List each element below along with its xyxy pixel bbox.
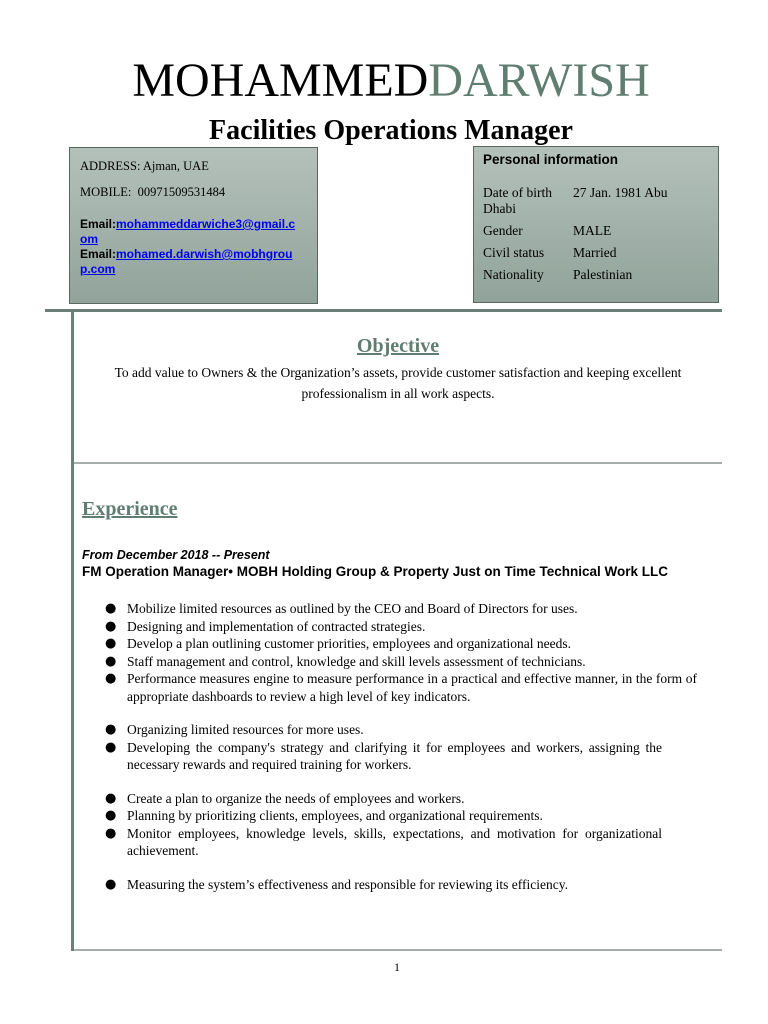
- objective-text: To add value to Owners & the Organization’s assets, provide customer satisfaction and keeping excellent professionalism in all work aspects.: [114, 365, 682, 401]
- pi-row-date-of-birth: [483, 185, 698, 217]
- email-line-1: [80, 217, 298, 247]
- pi-value: Married: [573, 245, 617, 260]
- job-period: From December 2018 -- Present: [82, 548, 270, 562]
- last-name: DARWISH: [428, 54, 650, 107]
- list-item: [105, 807, 662, 825]
- pi-value: 27 Jan. 1981 Abu Dhabi: [483, 185, 668, 216]
- email-label: Email:: [80, 217, 117, 231]
- pi-label: Civil status: [483, 245, 545, 260]
- list-item-text: Monitor employees, knowledge levels, skills, expectations, and motivation for organizational achievement.: [127, 825, 662, 858]
- pi-label: Date of birth: [483, 185, 552, 200]
- duty-group: [105, 721, 662, 774]
- duty-group: [105, 876, 697, 894]
- candidate-name: [14, 52, 768, 110]
- pi-label: Gender: [483, 223, 523, 238]
- list-item: [105, 721, 662, 739]
- duty-group: [105, 600, 697, 705]
- contact-box: [69, 147, 318, 304]
- bullet-icon: ●: [105, 790, 117, 806]
- pi-row-nationality: [483, 267, 698, 283]
- pi-label: Nationality: [483, 267, 544, 282]
- bullet-icon: ●: [105, 876, 117, 892]
- pi-row-gender: [483, 223, 698, 239]
- bullet-icon: ●: [105, 808, 117, 823]
- duty-group: [105, 790, 662, 860]
- bullet-icon: ●: [105, 739, 117, 755]
- bullet-icon: ●: [105, 653, 117, 669]
- bullet-icon: ●: [105, 825, 117, 841]
- objective-heading: Objective: [356, 335, 440, 357]
- list-item-text: Organizing limited resources for more uses.: [127, 722, 364, 737]
- section-divider-middle: [74, 462, 722, 464]
- list-item: [105, 790, 662, 808]
- page-number: 1: [394, 960, 400, 974]
- email-label: Email:: [80, 247, 117, 261]
- list-item-text: Developing the company's strategy and clarifying it for employees and workers, assigning the necessary rewards and required training for workers.: [127, 739, 662, 772]
- section-divider-left: [71, 309, 74, 951]
- list-item: [105, 825, 662, 860]
- experience-heading: Experience: [82, 498, 178, 520]
- pi-value: Palestinian: [573, 267, 633, 282]
- list-item-text: Create a plan to organize the needs of employees and workers.: [127, 790, 465, 806]
- list-item: [105, 739, 662, 774]
- list-item-text: Designing and implementation of contracted strategies.: [127, 618, 426, 634]
- contact-mobile: MOBILE: 00971509531484: [80, 185, 226, 199]
- list-item-text: Measuring the system’s effectiveness and responsible for reviewing its efficiency.: [127, 876, 568, 892]
- personal-info-heading: Personal information: [483, 152, 619, 167]
- email-link-gmail[interactable]: mohammeddarwiche3@gmail.com: [80, 217, 296, 246]
- pi-row-civil-status: [483, 245, 698, 261]
- pi-value: MALE: [573, 223, 612, 238]
- section-divider-bottom: [74, 949, 722, 951]
- bullet-icon: ●: [105, 601, 117, 616]
- list-item-text: Staff management and control, knowledge and skill levels assessment of technicians.: [127, 653, 586, 669]
- list-item: [105, 600, 697, 618]
- section-divider-top: [45, 309, 722, 312]
- email-link-mobhgroup[interactable]: mohamed.darwish@mobhgroup.com: [80, 247, 293, 276]
- list-item: [105, 876, 697, 894]
- list-item-text: Develop a plan outlining customer priorities, employees and organizational needs.: [127, 636, 572, 651]
- bullet-icon: ●: [105, 722, 117, 737]
- bullet-icon: ●: [105, 618, 117, 634]
- list-item-text: Mobilize limited resources as outlined by the CEO and Board of Directors for uses.: [127, 601, 578, 616]
- list-item: [105, 635, 697, 653]
- list-item: [105, 653, 697, 671]
- first-name: MOHAMMED: [132, 54, 429, 107]
- job-title: Facilities Operations Manager: [209, 115, 573, 146]
- job-position-title: FM Operation Manager• MOBH Holding Group & Property Just on Time Technical Work LLC: [82, 564, 669, 579]
- email-line-2: [80, 247, 298, 277]
- list-item: [105, 670, 697, 705]
- contact-address: ADDRESS: Ajman, UAE: [80, 159, 209, 173]
- duties-list: [105, 600, 697, 893]
- bullet-icon: ●: [105, 636, 117, 651]
- personal-info-box: [473, 146, 719, 303]
- list-item-text: Performance measures engine to measure performance in a practical and effective manner, in the form of appropriate dashboards to review a high level of key indicators.: [127, 671, 697, 704]
- list-item: [105, 618, 697, 636]
- list-item-text: Planning by prioritizing clients, employees, and organizational requirements.: [127, 808, 543, 823]
- bullet-icon: ●: [105, 671, 117, 686]
